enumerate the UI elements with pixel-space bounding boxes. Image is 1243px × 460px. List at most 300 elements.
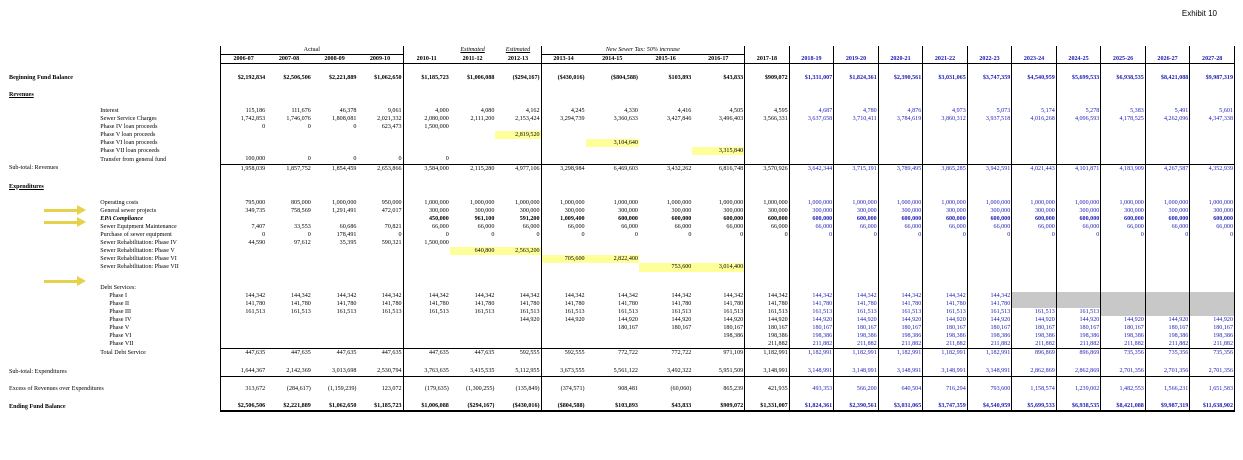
value-cell — [1145, 82, 1190, 91]
value-cell — [266, 215, 312, 223]
value-cell — [1056, 91, 1101, 99]
value-cell: 1,651,583 — [1190, 385, 1235, 393]
value-cell — [1056, 263, 1101, 271]
value-cell — [357, 332, 403, 340]
fund-balance-sheet — [8, 46, 1235, 412]
value-cell: $2,506,506 — [283, 74, 311, 81]
value-cell — [1056, 139, 1101, 147]
value-cell — [1012, 300, 1057, 308]
value-cell — [266, 183, 312, 191]
value-cell — [403, 139, 450, 147]
value-cell: 1,000,000 — [613, 199, 638, 206]
value-cell: 161,513 — [519, 308, 540, 315]
value-cell — [495, 191, 541, 199]
value-cell — [834, 376, 879, 385]
value-cell: 1,746,076 — [286, 115, 311, 122]
value-cell: 0 — [789, 231, 834, 239]
value-cell — [541, 147, 586, 155]
value-cell — [1101, 255, 1146, 263]
value-cell: $1,185,723 — [357, 402, 403, 411]
value-cell — [450, 191, 496, 199]
value-cell — [312, 191, 358, 199]
value-cell: 141,780 — [403, 300, 450, 308]
value-cell: 66,000 — [522, 224, 540, 230]
value-cell: 35,395 — [339, 240, 357, 247]
value-cell: 3,937,518 — [967, 115, 1012, 123]
value-cell — [878, 247, 923, 255]
cell — [8, 147, 99, 155]
value-cell — [745, 91, 790, 99]
cell — [8, 324, 99, 332]
value-cell: 3,789,495 — [878, 164, 923, 173]
value-cell — [357, 284, 403, 292]
value-cell: 66,000 — [541, 223, 586, 231]
value-cell: 450,000 — [403, 215, 450, 223]
value-cell: 211,882 — [1101, 340, 1146, 349]
value-cell — [221, 376, 267, 385]
value-cell — [403, 82, 450, 91]
value-cell: 161,513 — [671, 308, 692, 315]
value-cell: $1,062,650 — [312, 402, 358, 411]
value-cell — [541, 91, 586, 99]
row-label: Phase III — [109, 308, 132, 315]
value-cell: 0 — [403, 155, 450, 164]
value-cell: 4,505 — [729, 107, 744, 114]
value-cell: 141,780 — [923, 300, 968, 308]
value-cell — [1056, 272, 1101, 284]
section-label: Expenditures — [9, 183, 44, 190]
excess-row — [8, 385, 1235, 393]
value-cell: 300,000 — [1101, 207, 1146, 215]
value-cell: $103,893 — [586, 402, 639, 411]
value-cell — [221, 139, 267, 147]
value-cell — [834, 123, 879, 131]
value-cell — [1056, 183, 1101, 191]
value-cell — [923, 155, 968, 164]
value-cell: 772,722 — [618, 350, 638, 357]
expenditure-row — [8, 231, 1235, 239]
debt-row — [8, 300, 1235, 308]
value-cell: 144,342 — [789, 292, 834, 300]
value-cell — [967, 183, 1012, 191]
value-cell — [692, 183, 744, 191]
value-cell — [1012, 131, 1057, 139]
value-cell: $2,390,561 — [834, 402, 879, 411]
value-cell — [1145, 357, 1190, 367]
value-cell — [357, 376, 403, 385]
value-cell: $43,833 — [639, 402, 692, 411]
value-cell — [266, 82, 312, 91]
expenditure-row — [8, 239, 1235, 247]
value-cell — [221, 316, 267, 324]
value-cell: 161,513 — [789, 308, 834, 316]
value-cell — [745, 247, 790, 255]
value-cell — [1056, 393, 1101, 402]
row-label: Sewer Rehabilitation: Phase VI — [100, 256, 177, 263]
value-cell: 3,942,591 — [967, 164, 1012, 173]
value-cell — [221, 332, 267, 340]
revenue-row — [8, 115, 1235, 123]
value-cell — [789, 357, 834, 367]
value-cell — [745, 393, 790, 402]
value-cell: 0 — [357, 155, 403, 164]
value-cell: 753,600 — [639, 263, 692, 271]
value-cell: 4,183,909 — [1101, 164, 1146, 173]
value-cell — [450, 155, 496, 164]
value-cell — [878, 91, 923, 99]
value-cell — [495, 147, 541, 155]
value-cell: 300,000 — [1145, 207, 1190, 215]
value-cell — [312, 284, 358, 292]
value-cell — [1012, 263, 1057, 271]
value-cell — [967, 64, 1012, 74]
value-cell — [923, 272, 968, 284]
value-cell: 161,513 — [381, 308, 402, 315]
value-cell — [639, 272, 692, 284]
value-cell — [692, 82, 744, 91]
value-cell — [967, 155, 1012, 164]
value-cell: 300,000 — [789, 207, 834, 215]
year-header: 2007-08 — [266, 55, 312, 64]
value-cell: 2,701,356 — [1101, 367, 1146, 376]
value-cell — [1101, 82, 1146, 91]
revenue-row — [8, 147, 1235, 155]
group-label-estimated: Estimated — [505, 47, 531, 54]
value-cell — [495, 82, 541, 91]
value-cell — [639, 91, 692, 99]
spacer-row — [8, 376, 1235, 385]
value-cell — [692, 131, 744, 139]
row-label — [8, 376, 99, 385]
value-cell — [1012, 376, 1057, 385]
value-cell: 178,491 — [336, 232, 357, 239]
value-cell — [1056, 300, 1101, 308]
spacer-row — [8, 64, 1235, 74]
value-cell — [639, 183, 692, 191]
value-cell — [1190, 393, 1235, 402]
value-cell: 1,000,000 — [470, 199, 495, 206]
value-cell — [878, 99, 923, 107]
value-cell: 0 — [307, 124, 311, 131]
value-cell: 198,386 — [745, 332, 790, 340]
value-cell: 70,821 — [384, 224, 402, 230]
value-cell — [266, 393, 312, 402]
row-label: Phase II — [109, 300, 130, 307]
value-cell — [586, 376, 639, 385]
value-cell — [586, 263, 639, 271]
value-cell: (284,617) — [286, 386, 311, 392]
value-cell: 3,784,619 — [878, 115, 923, 123]
value-cell: 4,101,871 — [1056, 164, 1101, 173]
value-cell: 180,167 — [1145, 324, 1190, 332]
value-cell: 141,780 — [541, 300, 586, 308]
value-cell — [1056, 191, 1101, 199]
value-cell — [1012, 82, 1057, 91]
value-cell — [1190, 300, 1235, 308]
value-cell: 9,061 — [387, 107, 402, 114]
value-cell: 3,496,403 — [718, 115, 744, 122]
value-cell: 144,342 — [221, 292, 267, 300]
value-cell — [403, 64, 450, 74]
value-cell: 3,584,000 — [403, 164, 450, 173]
value-cell — [923, 91, 968, 99]
value-cell — [1056, 173, 1101, 183]
value-cell — [450, 272, 496, 284]
value-cell: 4,016,268 — [1012, 115, 1057, 123]
value-cell — [403, 357, 450, 367]
value-cell — [1012, 292, 1057, 300]
value-cell — [878, 393, 923, 402]
header-group-row — [8, 46, 1235, 55]
value-cell — [266, 263, 312, 271]
value-cell: 0 — [740, 232, 744, 239]
cell — [8, 300, 99, 308]
row-label — [99, 376, 220, 385]
value-cell: 66,000 — [621, 224, 638, 230]
value-cell — [1190, 357, 1235, 367]
value-cell: 66,000 — [745, 223, 790, 231]
cell — [1145, 46, 1190, 55]
value-cell — [266, 64, 312, 74]
value-cell — [403, 147, 450, 155]
year-header: 2010-11 — [403, 55, 450, 64]
value-cell: 0 — [967, 231, 1012, 239]
value-cell — [312, 64, 358, 74]
value-cell — [357, 131, 403, 139]
value-cell: $6,938,535 — [1056, 402, 1101, 411]
value-cell: $8,421,088 — [1101, 402, 1146, 411]
cell — [1101, 46, 1146, 55]
value-cell — [586, 64, 639, 74]
value-cell — [1012, 155, 1057, 164]
value-cell: 1,742,853 — [221, 115, 267, 123]
cell — [1012, 46, 1057, 55]
value-cell: 0 — [1012, 231, 1057, 239]
value-cell — [357, 324, 403, 332]
value-cell: 4,178,525 — [1101, 115, 1146, 123]
value-cell — [221, 340, 267, 349]
value-cell: 144,342 — [745, 292, 790, 300]
value-cell — [745, 82, 790, 91]
debt-row — [8, 332, 1235, 340]
value-cell — [789, 255, 834, 263]
value-cell — [745, 376, 790, 385]
value-cell — [541, 123, 586, 131]
value-cell — [495, 332, 541, 340]
cell — [834, 46, 879, 55]
row-label — [8, 357, 99, 367]
value-cell — [834, 191, 879, 199]
year-header: 2017-18 — [745, 55, 790, 64]
value-cell: 590,321 — [381, 240, 402, 247]
value-cell — [789, 91, 834, 99]
value-cell: $1,185,723 — [403, 74, 450, 82]
value-cell: 4,330 — [624, 107, 638, 114]
value-cell: 144,342 — [923, 292, 968, 300]
value-cell: $2,221,889 — [329, 74, 357, 81]
value-cell: 144,920 — [923, 316, 968, 324]
value-cell — [586, 393, 639, 402]
revenue-row — [8, 155, 1235, 164]
year-header: 2020-21 — [878, 55, 923, 64]
value-cell: 5,073 — [967, 107, 1012, 115]
value-cell: 198,386 — [923, 332, 968, 340]
value-cell: 180,167 — [789, 324, 834, 332]
value-cell: 300,000 — [923, 207, 968, 215]
row-label: General sewer projects — [100, 207, 157, 214]
value-cell — [878, 147, 923, 155]
value-cell — [1190, 99, 1235, 107]
value-cell: $5,699,533 — [1012, 402, 1057, 411]
value-cell — [1190, 147, 1235, 155]
value-cell — [1056, 255, 1101, 263]
value-cell: 144,342 — [381, 292, 402, 299]
value-cell — [403, 131, 450, 139]
value-cell: 66,000 — [834, 223, 879, 231]
value-cell — [1145, 64, 1190, 74]
value-cell: 908,481 — [618, 386, 638, 392]
value-cell: 600,000 — [1012, 215, 1057, 223]
value-cell — [450, 340, 496, 349]
arrow-icon — [44, 280, 78, 283]
value-cell: 144,920 — [618, 316, 638, 323]
value-cell — [967, 123, 1012, 131]
value-cell — [639, 147, 692, 155]
value-cell: 1,182,991 — [789, 349, 834, 358]
value-cell: $1,006,088 — [403, 402, 450, 411]
year-header: 2011-12 — [450, 55, 496, 64]
value-cell — [1101, 393, 1146, 402]
value-cell — [495, 173, 541, 183]
value-cell — [221, 82, 267, 91]
value-cell — [692, 239, 744, 247]
value-cell — [586, 332, 639, 340]
years-header-row — [8, 55, 1235, 64]
value-cell: 4,080 — [480, 107, 495, 114]
value-cell: 5,601 — [1190, 107, 1235, 115]
value-cell — [967, 147, 1012, 155]
value-cell — [403, 263, 450, 271]
value-cell: 144,342 — [834, 292, 879, 300]
value-cell — [403, 173, 450, 183]
value-cell — [639, 284, 692, 292]
value-cell — [745, 191, 790, 199]
value-cell: 6,469,603 — [613, 165, 638, 172]
value-cell — [745, 239, 790, 247]
value-cell — [221, 147, 267, 155]
value-cell — [1012, 393, 1057, 402]
value-cell — [586, 82, 639, 91]
value-cell — [586, 123, 639, 131]
value-cell — [1012, 247, 1057, 255]
value-cell — [357, 99, 403, 107]
debt-services-header-row — [8, 284, 1235, 292]
value-cell — [1101, 123, 1146, 131]
value-cell: 795,000 — [221, 199, 267, 207]
value-cell: 1,000,000 — [834, 199, 879, 207]
row-label: EPA Compliance — [100, 215, 143, 222]
value-cell — [923, 173, 968, 183]
value-cell — [1056, 131, 1101, 139]
value-cell — [357, 147, 403, 155]
value-cell: 66,000 — [403, 223, 450, 231]
year-header: 2009-10 — [357, 55, 403, 64]
value-cell: 865,239 — [723, 386, 744, 392]
row-label: Excess of Revenues over Expenditures — [9, 386, 104, 392]
value-cell — [692, 393, 744, 402]
value-cell — [541, 263, 586, 271]
value-cell — [834, 139, 879, 147]
value-cell — [541, 239, 586, 247]
value-cell: 3,014,400 — [692, 263, 744, 271]
value-cell — [1101, 147, 1146, 155]
value-cell: 144,342 — [290, 292, 311, 299]
row-label — [99, 191, 220, 199]
value-cell: 180,167 — [723, 325, 744, 332]
value-cell — [1190, 284, 1235, 292]
value-cell — [789, 82, 834, 91]
value-cell — [221, 173, 267, 183]
value-cell — [692, 64, 744, 74]
row-label: Phase VII — [109, 341, 134, 348]
value-cell — [1101, 300, 1146, 308]
value-cell — [789, 393, 834, 402]
row-label: Sewer Rehabilitation: Phase IV — [100, 240, 177, 247]
value-cell — [266, 357, 312, 367]
value-cell — [967, 263, 1012, 271]
value-cell — [1012, 139, 1057, 147]
value-cell — [495, 272, 541, 284]
row-label: Sewer Service Charges — [100, 115, 157, 122]
revenue-row — [8, 107, 1235, 115]
value-cell: 144,342 — [967, 292, 1012, 300]
value-cell — [541, 183, 586, 191]
year-header: 2008-09 — [312, 55, 358, 64]
value-cell: 0 — [266, 155, 312, 164]
value-cell — [312, 82, 358, 91]
value-cell: 144,920 — [723, 316, 744, 323]
value-cell: 3,763,635 — [403, 367, 450, 376]
value-cell — [495, 139, 541, 147]
revenues-header-row — [8, 91, 1235, 99]
value-cell — [923, 147, 968, 155]
row-label — [99, 173, 220, 183]
value-cell — [403, 191, 450, 199]
value-cell — [1012, 173, 1057, 183]
year-header: 2016-17 — [692, 55, 744, 64]
value-cell: $2,192,834 — [221, 74, 267, 82]
value-cell — [312, 340, 358, 349]
cell — [8, 231, 99, 239]
value-cell — [639, 332, 692, 340]
value-cell: 1,000,000 — [923, 199, 968, 207]
value-cell — [834, 91, 879, 99]
value-cell: 7,407 — [221, 223, 267, 231]
value-cell — [312, 139, 358, 147]
value-cell — [834, 272, 879, 284]
value-cell: 144,920 — [834, 316, 879, 324]
value-cell: 3,415,535 — [450, 367, 496, 376]
value-cell — [1056, 376, 1101, 385]
value-cell — [312, 173, 358, 183]
value-cell: 1,000,000 — [789, 199, 834, 207]
value-cell — [266, 247, 312, 255]
value-cell — [541, 272, 586, 284]
value-cell — [450, 324, 496, 332]
value-cell — [692, 272, 744, 284]
value-cell — [1145, 300, 1190, 308]
value-cell — [692, 357, 744, 367]
